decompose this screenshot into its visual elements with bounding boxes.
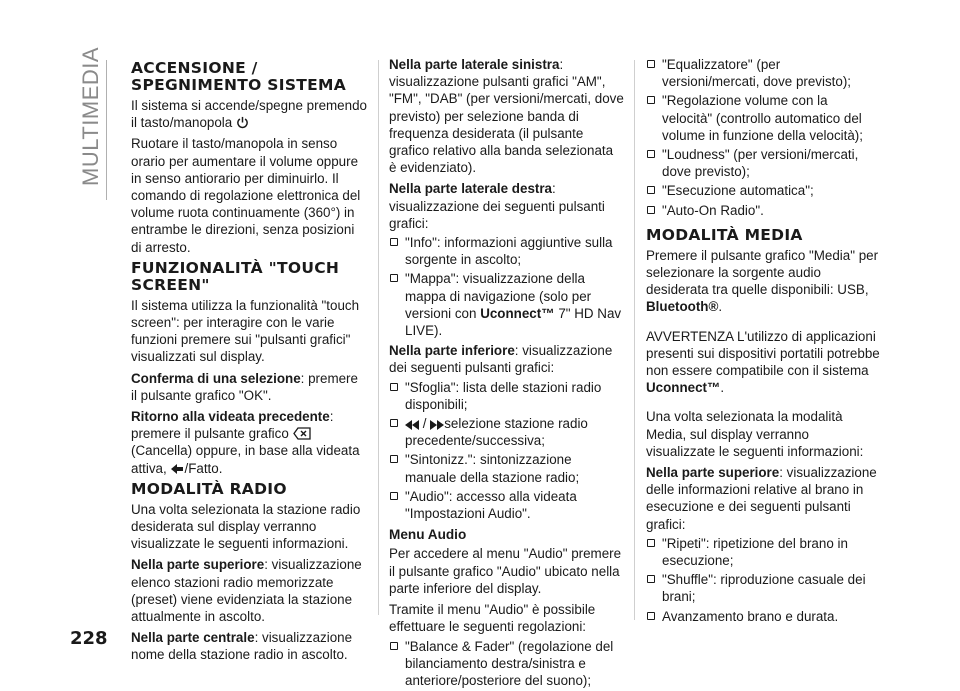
list-item-sintonizz: "Sintonizz.": sintonizzazione manuale della stazione radio; <box>389 451 624 485</box>
list-item-avanzamento: Avanzamento brano e durata. <box>646 608 881 625</box>
uconnect-label: Uconnect™ <box>480 305 555 321</box>
superiore-text: : visualizzazione elenco stazioni radio memorizzate (preset) viene evidenziata la stazione attualmente in ascolto. <box>131 557 362 625</box>
paragraph-touch-screen: Il sistema utilizza la funzionalità "touch screen": per interagire con le varie funzioni premere sui "pulsanti grafici" visualizzati sul display. <box>131 297 360 365</box>
paragraph-accensione-2: Ruotare il tasto/manopola in senso orario per aumentare il volume oppure in senso antiorario per diminuirlo. Il comando di regolazione elettronica del volume ruota continuamente (360°) in entrambe le direzioni, senza posizioni di arresto. <box>131 136 361 255</box>
paragraph-accensione-1 <box>131 97 367 131</box>
text: . <box>720 380 725 396</box>
list-item-esecuzione: "Esecuzione automatica"; <box>646 182 881 199</box>
text: 7" HD Nav LIVE). <box>405 305 622 339</box>
centrale-text: : visualizzazione nome della stazione radio in ascolto. <box>131 630 353 663</box>
power-icon <box>236 116 249 129</box>
rewind-icon <box>405 420 419 430</box>
column-2 <box>389 56 624 691</box>
conferma-label: Conferma di una selezione <box>131 370 301 386</box>
paragraph-avvertenza <box>646 328 881 397</box>
fast-forward-icon <box>430 420 444 430</box>
list-item-shuffle: "Shuffle": riproduzione casuale dei brani; <box>646 571 881 605</box>
paragraph-conferma <box>131 370 367 404</box>
list-item-mappa <box>389 270 624 339</box>
laterale-sinistra-label: Nella parte laterale sinistra <box>389 57 560 72</box>
spacer <box>646 320 881 328</box>
paragraph-media-superiore <box>646 464 881 533</box>
ritorno-colon: : <box>329 409 334 425</box>
paragraph-ritorno-detail <box>131 425 367 477</box>
superiore-text: : visualizzazione delle informazioni relative al brano in esecuzione e dei seguenti pulsanti grafici: <box>646 465 877 532</box>
section-label-text: MULTIMEDIA <box>78 46 103 186</box>
superiore-label: Nella parte superiore <box>646 465 780 481</box>
paragraph-media-selezionata: Una volta selezionata la modalità Media, sul display verranno visualizzate le seguenti informazioni: <box>646 409 864 459</box>
superiore-label: Nella parte superiore <box>131 557 265 573</box>
list-item-equalizzatore: "Equalizzatore" (per versioni/mercati, dove previsto); <box>646 56 881 90</box>
paragraph-menu-audio-2: Tramite il menu "Audio" è possibile effettuare le seguenti regolazioni: <box>389 602 596 635</box>
text: / <box>422 416 427 432</box>
column-divider-1 <box>378 60 379 615</box>
paragraph-menu-audio-1: Per accedere al menu "Audio" premere il pulsante grafico "Audio" ubicato nella parte inferiore del display. <box>389 546 622 596</box>
bluetooth-label: Bluetooth® <box>646 299 719 315</box>
back-arrow-icon <box>170 463 184 475</box>
text: Premere il pulsante grafico "Media" per selezionare la sorgente audio desiderata tra quelle disponibili: USB, <box>646 247 879 298</box>
heading-accensione: ACCENSIONE / SPEGNIMENTO SISTEMA <box>131 59 347 94</box>
text: premere il pulsante grafico <box>131 426 289 442</box>
laterale-destra-label: Nella parte laterale destra <box>389 181 553 197</box>
column-1 <box>131 56 367 668</box>
list-item-info: "Info": informazioni aggiuntive sulla sorgente in ascolto; <box>389 234 624 268</box>
heading-menu-audio: Menu Audio <box>389 527 467 543</box>
heading-radio: MODALITÀ RADIO <box>131 479 287 498</box>
text: "Mappa": visualizzazione della mappa di navigazione (solo per versioni con <box>405 271 592 321</box>
inferiore-text: : visualizzazione dei seguenti pulsanti grafici: <box>389 343 613 376</box>
paragraph-radio-superiore <box>131 556 367 625</box>
uconnect-label: Uconnect™ <box>646 380 721 396</box>
text: Il sistema si accende/spegne premendo il tasto/manopola <box>131 98 367 131</box>
paragraph-inferiore <box>389 342 624 376</box>
list-item-ripeti: "Ripeti": ripetizione del brano in esecuzione; <box>646 535 881 569</box>
paragraph-laterale-destra <box>389 180 624 232</box>
text: /Fatto. <box>184 460 223 476</box>
heading-media: MODALITÀ MEDIA <box>646 225 803 244</box>
text: . <box>718 299 723 315</box>
list-item-loudness: "Loudness" (per versioni/mercati, dove previsto); <box>646 146 881 180</box>
centrale-label: Nella parte centrale <box>131 630 255 646</box>
side-divider <box>106 60 107 200</box>
list-item-auto-on: "Auto-On Radio". <box>646 202 881 219</box>
column-divider-2 <box>634 60 635 620</box>
paragraph-radio: Una volta selezionata la stazione radio desiderata sul display verranno visualizzate le seguenti informazioni. <box>131 501 361 552</box>
paragraph-laterale-sinistra <box>389 56 624 176</box>
section-side-label <box>78 46 114 190</box>
list-item-sfoglia: "Sfoglia": lista delle stazioni radio disponibili; <box>389 379 624 413</box>
paragraph-media <box>646 247 881 316</box>
text: selezione stazione radio precedente/successiva; <box>405 416 588 449</box>
inferiore-label: Nella parte inferiore <box>389 343 515 359</box>
paragraph-radio-centrale <box>131 629 367 663</box>
list-item-seek <box>389 415 624 449</box>
page-number: 228 <box>70 628 108 649</box>
heading-touch-screen: FUNZIONALITÀ "TOUCH SCREEN" <box>131 258 340 294</box>
laterale-destra-text: : visualizzazione dei seguenti pulsanti grafici: <box>389 181 605 231</box>
conferma-text: : premere il pulsante grafico "OK". <box>131 370 358 403</box>
text: (Cancella) oppure, in base alla videata attiva, <box>131 443 360 476</box>
spacer <box>646 400 881 408</box>
text: AVVERTENZA L'utilizzo di applicazioni presenti sui dispositivi portatili potrebbe non essere compatibile con il sistema <box>646 328 880 379</box>
paragraph-ritorno <box>131 408 367 425</box>
list-item-regolazione-volume: "Regolazione volume con la velocità" (controllo automatico del volume in funzione della velocità); <box>646 92 881 144</box>
ritorno-label: Ritorno alla videata precedente <box>131 409 330 425</box>
delete-icon <box>293 427 311 440</box>
laterale-sinistra-text: : visualizzazione pulsanti grafici "AM", "FM", "DAB" (per versioni/mercati, dove previsto) per selezione banda di frequenza desiderata (il pulsante grafico relativo alla banda selezionata è evidenziato). <box>389 57 624 176</box>
list-item-balance: "Balance & Fader" (regolazione del bilanciamento destra/sinistra e anteriore/posteriore del suono); <box>389 638 624 690</box>
column-3 <box>646 56 881 627</box>
list-item-audio: "Audio": accesso alla videata "Impostazioni Audio". <box>389 488 624 522</box>
